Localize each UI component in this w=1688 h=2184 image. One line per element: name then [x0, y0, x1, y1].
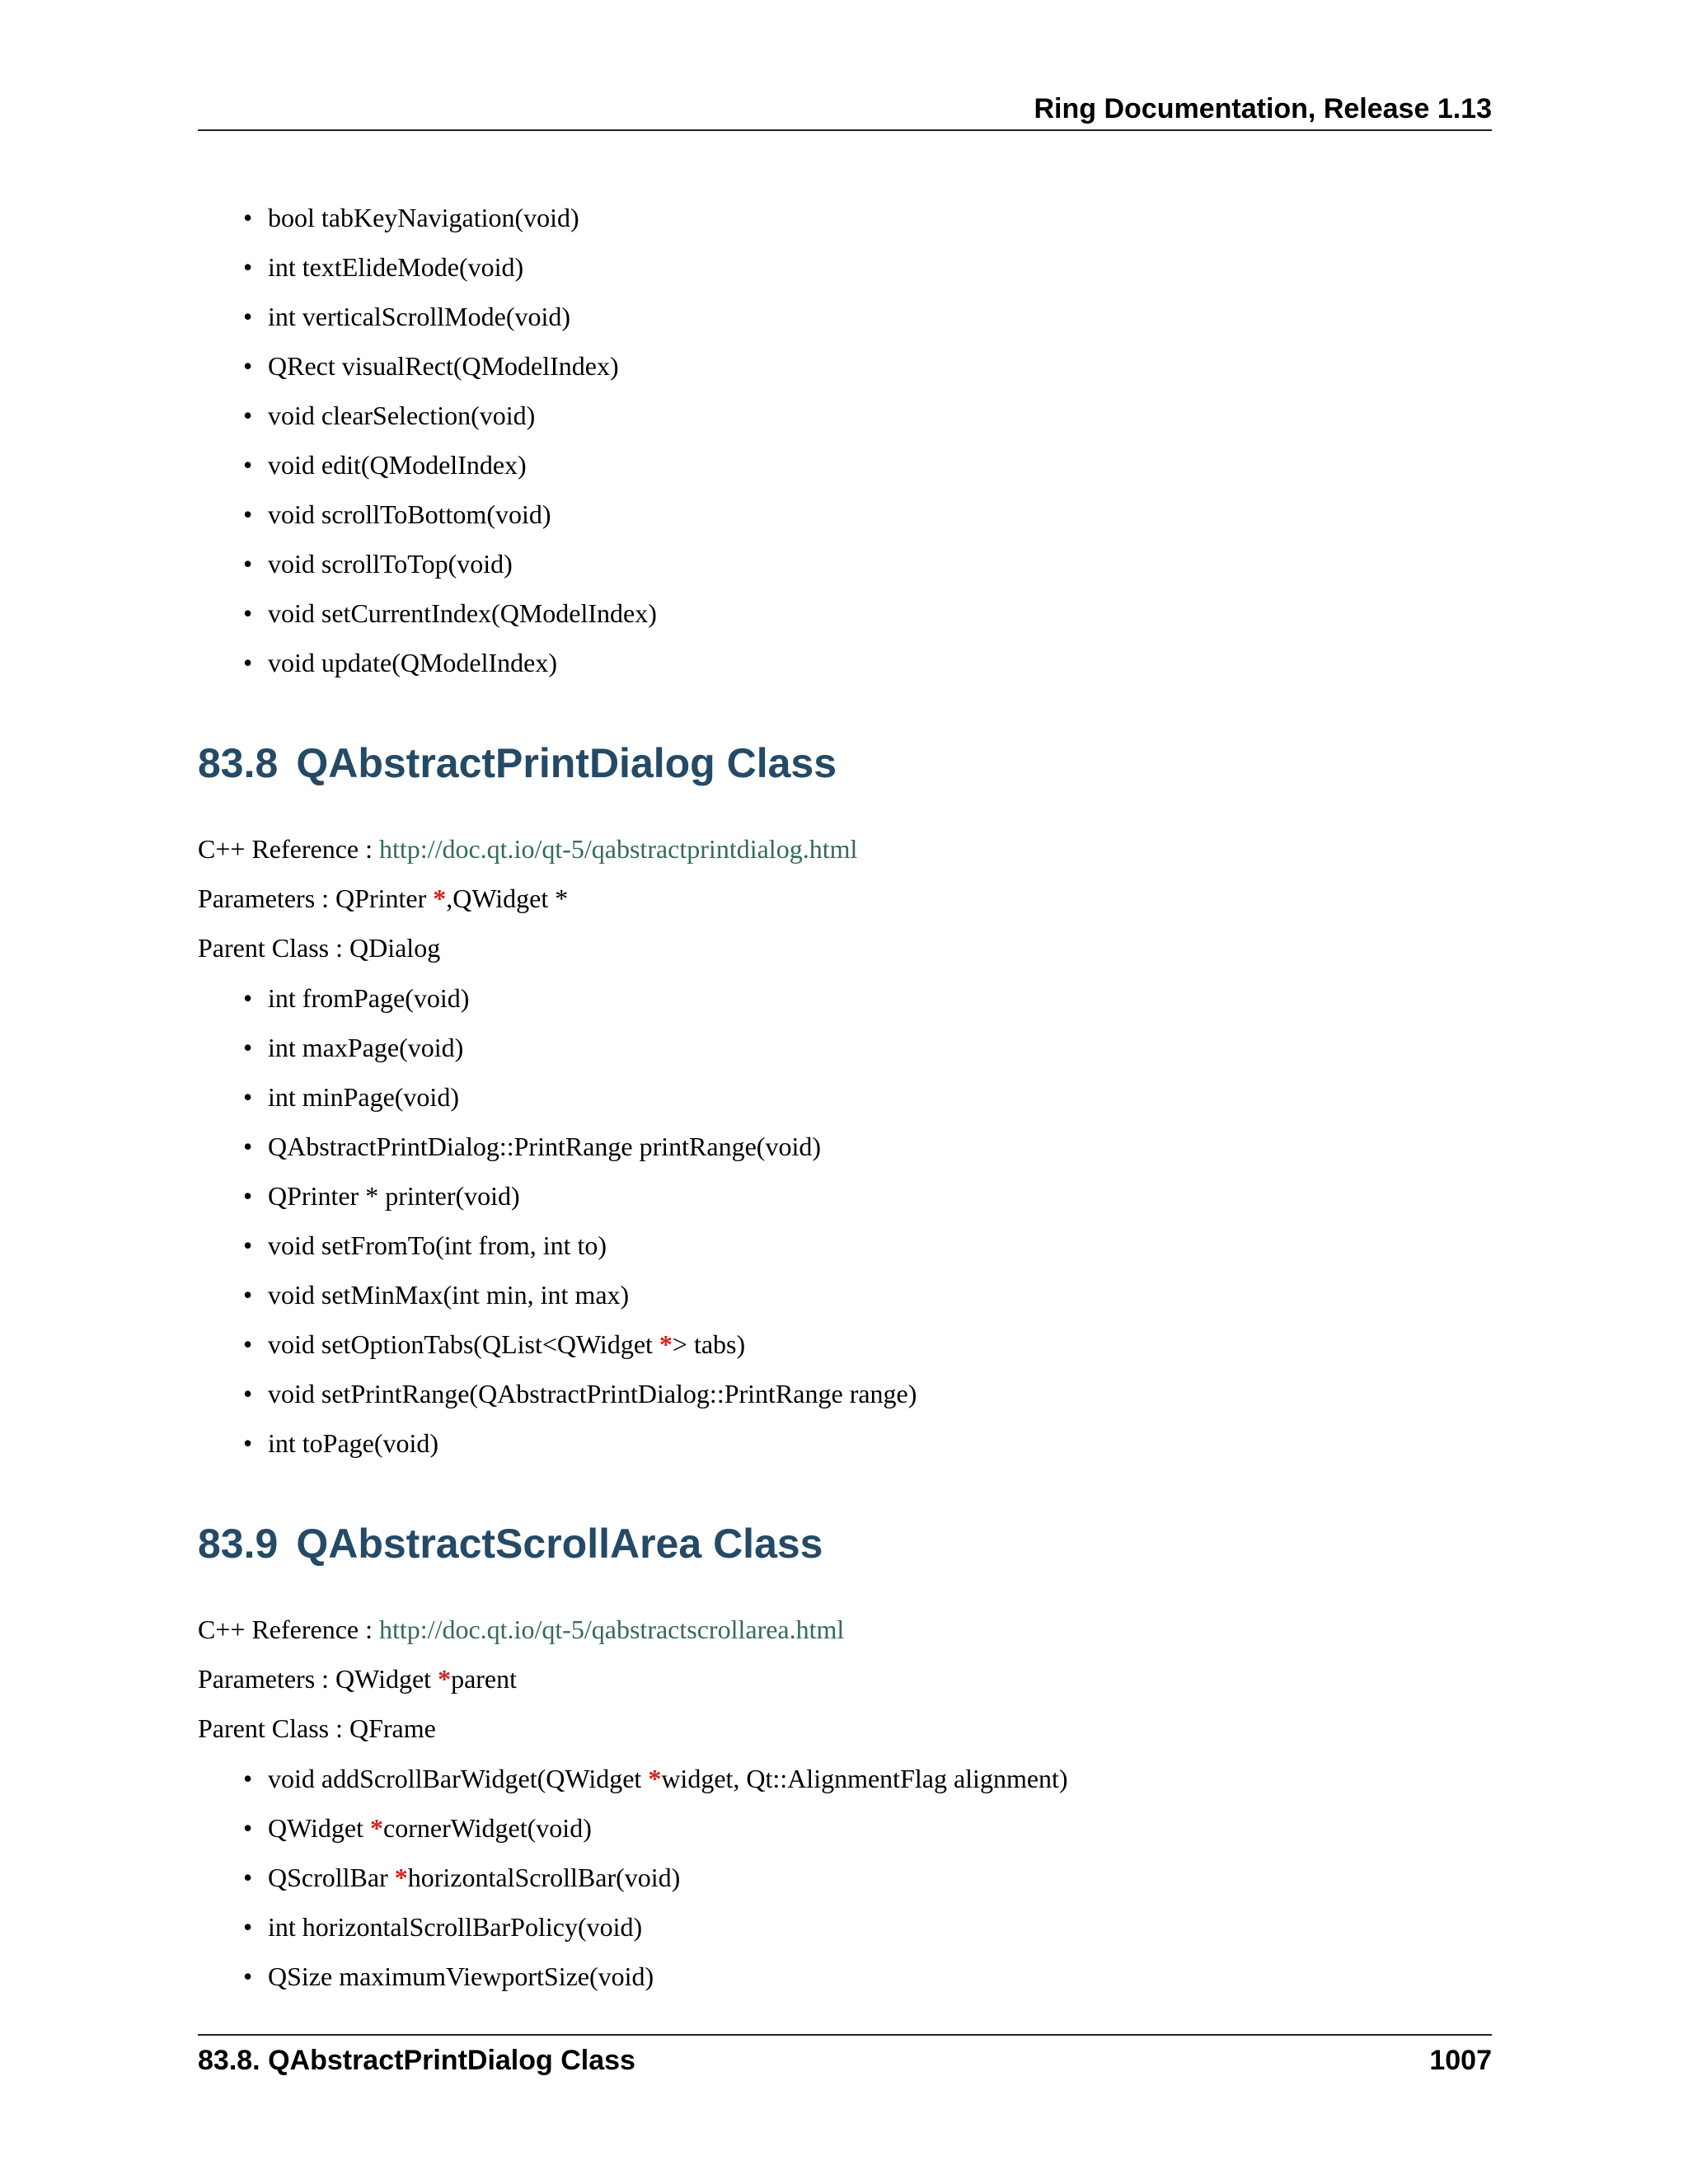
list-item: • void clearSelection(void) [243, 401, 536, 430]
method-list-previous [0, 201, 657, 696]
list-item: • QRect visualRect(QModelIndex) [243, 351, 619, 381]
parameters: Parameters : QPrinter *,QWidget * [198, 883, 569, 913]
method-list-print-dialog [0, 982, 917, 1476]
bullet-icon: • [243, 351, 253, 381]
header-rule [198, 129, 1492, 131]
bullet-icon: • [243, 1764, 253, 1793]
list-item: • void setFromTo(int from, int to) [243, 1230, 607, 1260]
cpp-reference: C++ Reference : http://doc.qt.io/qt-5/qabstractscrollarea.html [198, 1615, 845, 1644]
parameters: Parameters : QWidget *parent [198, 1664, 518, 1694]
list-item: • void setMinMax(int min, int max) [243, 1280, 630, 1310]
asterisk-mark: * [648, 1764, 662, 1793]
asterisk-mark: * [438, 1664, 452, 1694]
list-item: • int fromPage(void) [243, 983, 470, 1013]
bullet-icon: • [243, 549, 253, 579]
bullet-icon: • [243, 1033, 253, 1062]
bullet-icon: • [243, 1813, 253, 1843]
bullet-icon: • [243, 1379, 253, 1408]
bullet-icon: • [243, 1280, 253, 1310]
bullet-icon: • [243, 598, 253, 628]
running-header: Ring Documentation, Release 1.13 [1034, 93, 1492, 124]
footer-section-title: 83.8. QAbstractPrintDialog Class [198, 2045, 635, 2076]
bullet-icon: • [243, 1230, 253, 1260]
bullet-icon: • [243, 1329, 253, 1359]
bullet-icon: • [243, 401, 253, 430]
bullet-icon: • [243, 252, 253, 282]
list-item: • int horizontalScrollBarPolicy(void) [243, 1912, 643, 1942]
cpp-reference: C++ Reference : http://doc.qt.io/qt-5/qabstractprintdialog.html [198, 834, 858, 864]
cpp-reference-link[interactable]: http://doc.qt.io/qt-5/qabstractprintdialog.html [379, 834, 858, 864]
list-item: • void setCurrentIndex(QModelIndex) [243, 598, 657, 628]
list-item: • void scrollToTop(void) [243, 549, 513, 579]
section-heading-scroll-area: 83.9 QAbstractScrollArea Class [198, 1521, 823, 1567]
parent-class: Parent Class : QFrame [198, 1713, 436, 1743]
parent-class: Parent Class : QDialog [198, 933, 441, 963]
bullet-icon: • [243, 648, 253, 677]
bullet-icon: • [243, 1082, 253, 1112]
list-item: • void addScrollBarWidget(QWidget *widget, Qt::AlignmentFlag alignment) [243, 1764, 1068, 1793]
list-item: • QWidget *cornerWidget(void) [243, 1813, 592, 1843]
list-item: • void setOptionTabs(QList<QWidget *> tabs) [243, 1329, 746, 1359]
cpp-reference-link[interactable]: http://doc.qt.io/qt-5/qabstractscrollarea.html [379, 1615, 845, 1644]
list-item: • void edit(QModelIndex) [243, 450, 527, 480]
bullet-icon: • [243, 302, 253, 331]
asterisk-mark: * [433, 883, 447, 913]
list-item: • void scrollToBottom(void) [243, 499, 551, 529]
list-item: • void update(QModelIndex) [243, 648, 558, 677]
list-item: • int verticalScrollMode(void) [243, 302, 571, 331]
asterisk-mark: * [394, 1863, 408, 1892]
list-item: • void setPrintRange(QAbstractPrintDialog::PrintRange range) [243, 1379, 917, 1408]
list-item: • QAbstractPrintDialog::PrintRange printRange(void) [243, 1132, 821, 1161]
method-list-scroll-area [0, 1762, 1068, 2009]
asterisk-mark: * [659, 1329, 673, 1359]
page-number: 1007 [1429, 2045, 1492, 2076]
bullet-icon: • [243, 450, 253, 480]
asterisk-mark: * [370, 1813, 384, 1843]
section-heading-print-dialog: 83.8 QAbstractPrintDialog Class [198, 740, 837, 786]
footer-rule [198, 2034, 1492, 2036]
bullet-icon: • [243, 1961, 253, 1991]
bullet-icon: • [243, 499, 253, 529]
bullet-icon: • [243, 1181, 253, 1211]
list-item: • int textElideMode(void) [243, 252, 524, 282]
bullet-icon: • [243, 1912, 253, 1942]
bullet-icon: • [243, 1132, 253, 1161]
bullet-icon: • [243, 1863, 253, 1892]
list-item: • QScrollBar *horizontalScrollBar(void) [243, 1863, 681, 1892]
list-item: • bool tabKeyNavigation(void) [243, 203, 579, 232]
list-item: • int maxPage(void) [243, 1033, 464, 1062]
bullet-icon: • [243, 983, 253, 1013]
list-item: • int toPage(void) [243, 1428, 439, 1458]
bullet-icon: • [243, 1428, 253, 1458]
list-item: • QPrinter * printer(void) [243, 1181, 520, 1211]
list-item: • int minPage(void) [243, 1082, 459, 1112]
bullet-icon: • [243, 203, 253, 232]
list-item: • QSize maximumViewportSize(void) [243, 1961, 654, 1991]
